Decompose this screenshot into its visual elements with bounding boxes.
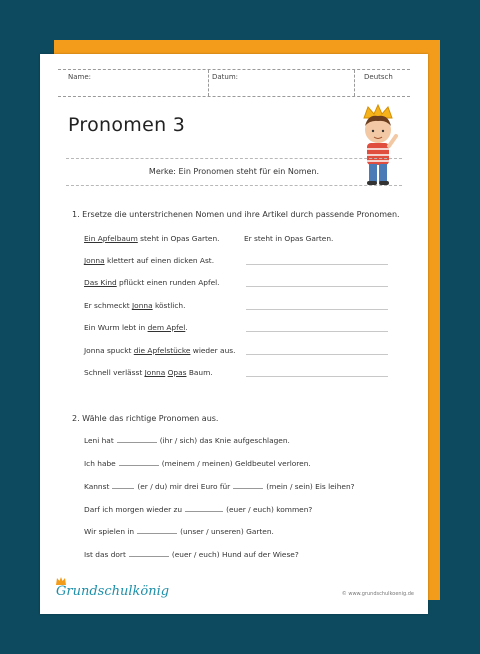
answer-line[interactable] [246, 354, 388, 355]
task1-sentence-4: Er schmeckt Jonna köstlich. [84, 301, 186, 310]
name-label: Name: [68, 73, 92, 81]
header-divider [208, 70, 209, 96]
header-divider [354, 70, 355, 96]
merke-box: Merke: Ein Pronomen steht für ein Nomen. [66, 158, 402, 186]
answer-line[interactable] [246, 286, 388, 287]
answer-line[interactable] [246, 376, 388, 377]
task1-sentence-3: Das Kind pflückt einen runden Apfel. [84, 278, 220, 287]
task2-sentence-2: Ich habe (meinem / meinen) Geldbeutel verloren. [84, 459, 311, 468]
task1-heading: 1. Ersetze die unterstrichenen Nomen und ihre Artikel durch passende Pronomen. [72, 210, 400, 219]
answer-line[interactable] [246, 309, 388, 310]
page-title: Pronomen 3 [68, 114, 186, 136]
task1-example-answer: Er steht in Opas Garten. [244, 234, 334, 243]
header-row [58, 69, 410, 97]
task2-sentence-6: Ist das dort (euer / euch) Hund auf der Wiese? [84, 550, 299, 559]
task2-sentence-3: Kannst (er / du) mir drei Euro für (mein / sein) Eis leihen? [84, 482, 355, 491]
task1-sentence-6: Jonna spuckt die Apfelstücke wieder aus. [84, 346, 236, 355]
footer-logo: Grundschulkönig [56, 584, 170, 599]
subject-label: Deutsch [364, 73, 393, 81]
date-label: Datum: [212, 73, 239, 81]
task2-heading: 2. Wähle das richtige Pronomen aus. [72, 414, 219, 423]
footer-url: © www.grundschulkoenig.de [341, 591, 414, 597]
task1-sentence-7: Schnell verlässt Jonna Opas Baum. [84, 368, 213, 377]
task2-sentence-5: Wir spielen in (unser / unseren) Garten. [84, 527, 274, 536]
task2-sentence-1: Leni hat (ihr / sich) das Knie aufgeschlagen. [84, 436, 290, 445]
task2-sentence-4: Darf ich morgen wieder zu (euer / euch) kommen? [84, 505, 313, 514]
task1-sentence-1: Ein Apfelbaum steht in Opas Garten. [84, 234, 220, 243]
worksheet [40, 54, 428, 614]
task1-sentence-2: Jonna klettert auf einen dicken Ast. [84, 256, 215, 265]
answer-line[interactable] [246, 264, 388, 265]
task1-sentence-5: Ein Wurm lebt in dem Apfel. [84, 323, 188, 332]
answer-line[interactable] [246, 331, 388, 332]
